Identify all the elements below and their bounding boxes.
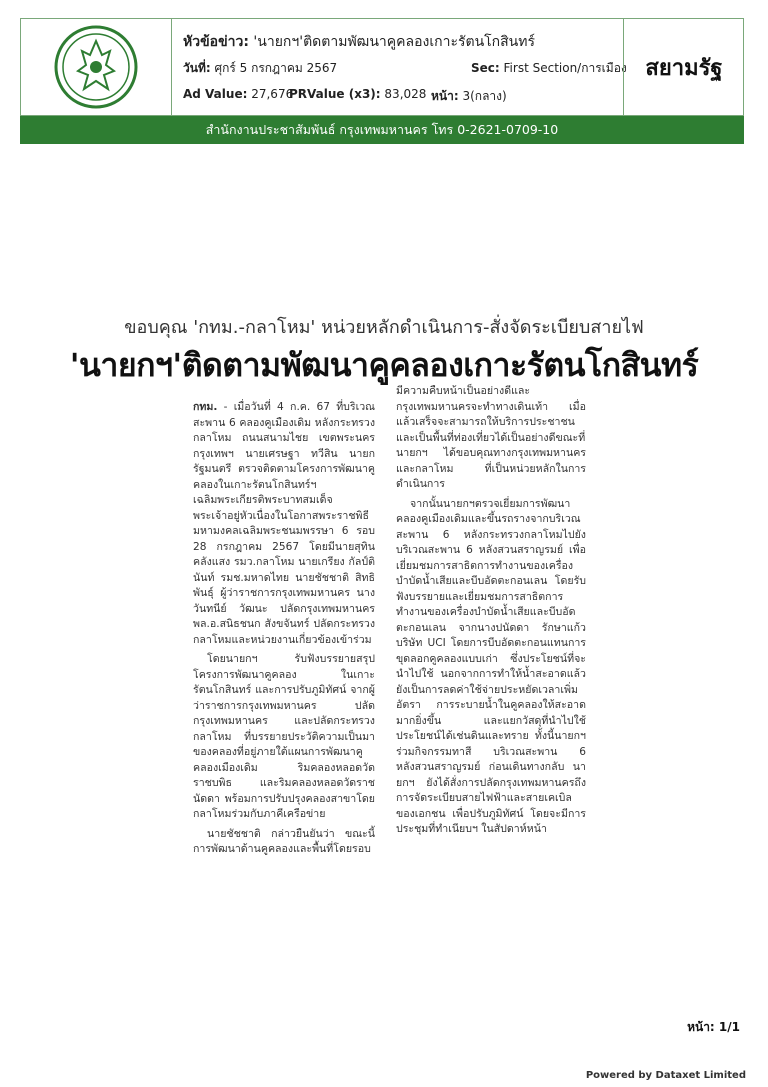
ad-label: Ad Value:	[183, 87, 248, 101]
clipping-header	[20, 18, 744, 116]
paragraph: มีความคืบหน้าเป็นอย่างดีและกรุงเทพมหานครจะทำทางเดินเท้า เมื่อแล้วเสร็จจะสามารถให้บริการประชาชนและเป็นพื้นที่ท่องเที่ยวได้เป็นอย่างดีขณะที่นายกฯ ได้ขอบคุณทางกรุงเทพมหานคร และกลาโหม ที่เป็นหน่วยหลักในการดำเนินการ	[396, 385, 586, 490]
pr-office-banner: สำนักงานประชาสัมพันธ์ กรุงเทพมหานคร โทร 0-2621-0709-10	[20, 116, 744, 144]
page-label: หน้า:	[431, 89, 459, 103]
ad-value-row	[183, 87, 293, 101]
sec-label: Sec:	[471, 61, 500, 75]
pr-label: PRValue (x3):	[289, 87, 381, 101]
pr-value: 83,028	[384, 87, 427, 101]
pr-value-row	[289, 87, 426, 101]
bangkok-emblem-icon	[54, 25, 138, 109]
powered-by: Powered by Dataxet Limited	[585, 1070, 746, 1081]
ad-value: 27,676	[251, 87, 294, 101]
sec-value: First Section/การเมือง	[503, 61, 627, 75]
page-value: 3(กลาง)	[462, 89, 507, 103]
paragraph	[193, 400, 375, 648]
headline-label: หัวข้อข่าว:	[183, 34, 249, 50]
logo-cell	[21, 19, 172, 115]
paragraph: นายชัชชาติ กล่าวยืนยันว่า ขณะนี้การพัฒนาด้านคูคลองและพื้นที่โดยรอบ	[193, 827, 375, 855]
section-row	[471, 59, 627, 78]
paragraph: จากนั้นนายกฯตรวจเยี่ยมการพัฒนาคลองคูเมืองเดิมและขึ้นรถรางจากบริเวณสะพาน 6 หลังกระทรวงกลาโหมไปยังบริเวณสะพาน 6 หลังสวนสราญรมย์ เพื่อเยี่ยมชมการสาธิตการทำงานของเครื่องบำบัดน้ำเสียและบีบอัดตะกอนเลน โดยรับฟังบรรยายและเยี่ยมชมการสาธิตการทำงานของเครื่องบำบัดน้ำเสียและบีบอัดตะกอนเลน จากนางปนัดดา รักษาแก้ว บริษัท UCI โดยการบีบอัดตะกอนแทนการขุดลอกคูคลองแบบเก่า ซึ่งประโยชน์ที่จะนำไปใช้ นอกจากการทำให้น้ำสะอาดแล้ว ยังเป็นการลดค่าใช้จ่ายประหยัดเวลาเพิ่มอัตรา การระบายน้ำในคูคลองให้สะอาดมากยิ่งขึ้น และแยกวัสดุที่นำไปใช้ประโยชน์ได้เช่นดินและทราย ทั้งนี้นายกฯ ร่วมกิจกรรมทาสี บริเวณสะพาน 6 หลังสวนสราญรมย์ ก่อนเดินทางกลับ นายกฯ ยังได้สั่งการปลัดกรุงเทพมหานครถึงการจัดระเบียบสายไฟฟ้าและสายเคเบิลของเอกชน เพื่อปรับภูมิทัศน์ โดยจะมีการประชุมที่ทำเนียบฯ ในสัปดาห์หน้า	[396, 497, 586, 835]
date-value: ศุกร์ 5 กรกฎาคม 2567	[214, 61, 338, 75]
date-label: วันที่:	[183, 61, 211, 75]
dateline: กทม.	[193, 401, 218, 413]
paragraph: โดยนายกฯ รับฟังบรรยายสรุปโครงการพัฒนาคูคลอง ในเกาะรัตนโกสินทร์ และการปรับภูมิทัศน์ จากผู้ว่าราชการกรุงเทพมหานคร ปลัดกรุงเทพมหานคร และปลัดกระทรวงกลาโหม ที่บรรยายประวัติความเป็นมาของคลองที่อยู่ภายใต้แผนการพัฒนาคูคลองเมืองเดิม ริมคลองหลอดวัดราชบพิธ และริมคลองหลอดวัดราชนัดดา พร้อมการปรับปรุงคลองสาขาโดยกลาโหมร่วมกับภาคีเครือข่าย	[193, 653, 375, 820]
article-column-1	[193, 400, 375, 862]
article-title: 'นายกฯ'ติดตามพัฒนาคูคลองเกาะรัตนโกสินทร์	[69, 346, 699, 384]
date-row	[183, 59, 337, 78]
page-number: หน้า: 1/1	[687, 1020, 740, 1034]
headline-row	[183, 31, 535, 53]
page-ref-row	[431, 87, 507, 106]
paragraph-text: - เมื่อวันที่ 4 ก.ค. 67 ที่บริเวณสะพาน 6 คลองคูเมืองเดิม หลังกระทรวงกลาโหม ถนนสนามไชย เขตพระนคร กรุงเทพฯ นายเศรษฐา ทวีสิน นายกรัฐมนตรี ตรวจติดตามโครงการพัฒนาคู คลองในเกาะรัตนโกสินทร์ฯ เฉลิมพระเกียรติพระบาทสมเด็จพระเจ้าอยู่หัวเนื่องในโอกาสพระราชพิธีมหามงคลเฉลิมพระชนมพรรษา 6 รอบ 28 กรกฎาคม 2567 โดยมีนายสุทิน คลังแสง รมว.กลาโหม นายเกรียง กัลป์ตินันท์ รมช.มหาดไทย นายชัชชาติ สิทธิพันธุ์ ผู้ว่าราชการกรุงเทพมหานคร นางวันทนีย์ วัฒนะ ปลัดกรุงเทพมหานคร พล.อ.สนิธชนก สังขจันทร์ ปลัดกระทรวงกลาโหมและหน่วยงานเกี่ยวข้องเข้าร่วม	[193, 401, 375, 646]
info-cell	[171, 19, 627, 115]
publication-name: สยามรัฐ	[623, 19, 744, 115]
article-column-2	[396, 384, 586, 842]
article-subhead: ขอบคุณ 'กทม.-กลาโหม' หน่วยหลักดำเนินการ-สั่งจัดระเบียบสายไฟ	[124, 317, 644, 338]
headline-value: 'นายกฯ'ติดตามพัฒนาคูคลองเกาะรัตนโกสินทร์	[253, 34, 536, 50]
